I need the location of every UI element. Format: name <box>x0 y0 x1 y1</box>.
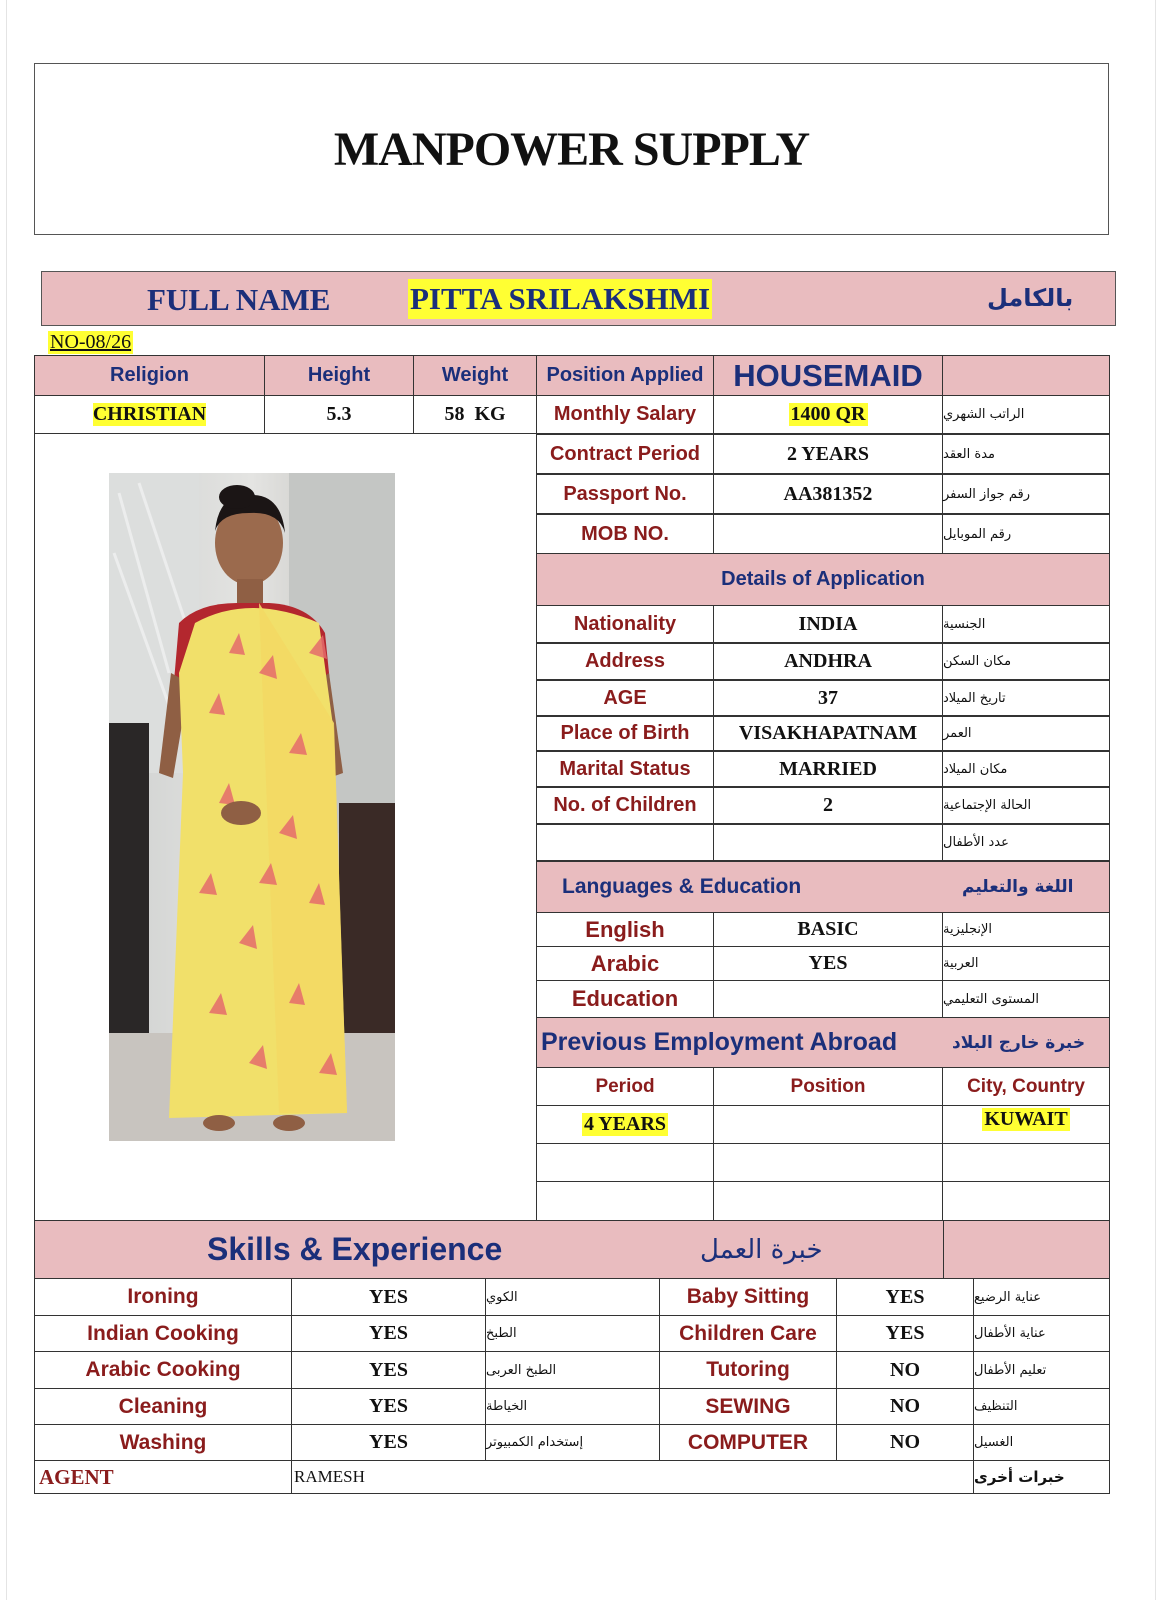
employment-city-header: City, Country <box>942 1067 1110 1106</box>
language-arabic-0 <box>942 912 1110 947</box>
height-header: Height <box>264 355 414 396</box>
contract-arabic-3 <box>942 514 1110 554</box>
contract-arabic-2-text: رقم جواز السفر <box>943 486 1030 502</box>
skill-left-value-2: YES <box>291 1351 486 1389</box>
skill-left-arabic-0-text: الكوي <box>486 1289 518 1305</box>
detail-arabic-2 <box>942 680 1110 716</box>
language-arabic-1-text: العربية <box>943 956 979 971</box>
employment-period-2 <box>536 1181 714 1221</box>
language-value-1: YES <box>713 946 943 981</box>
agent-arabic-cell <box>973 1460 1110 1494</box>
applicant-photo <box>109 473 395 1141</box>
skill-left-arabic-0 <box>485 1278 660 1316</box>
language-value-2 <box>713 980 943 1018</box>
language-label-2: Education <box>536 980 714 1018</box>
position-applied-header: Position Applied <box>536 355 714 396</box>
religion-header: Religion <box>34 355 265 396</box>
employment-header-label: Previous Employment Abroad <box>541 1028 898 1056</box>
detail-label-5: No. of Children <box>536 787 714 824</box>
skill-left-label-4: Washing <box>34 1424 292 1461</box>
detail-arabic-0 <box>942 605 1110 643</box>
employment-position-1 <box>713 1143 943 1182</box>
detail-label-0: Nationality <box>536 605 714 643</box>
skill-right-arabic-2-text: تعليم الأطفال <box>974 1362 1047 1378</box>
document-page <box>6 0 1156 1600</box>
skill-right-value-1: YES <box>836 1315 974 1352</box>
skill-left-arabic-1 <box>485 1315 660 1352</box>
skill-left-value-1: YES <box>291 1315 486 1352</box>
skills-header-divider <box>943 1221 944 1278</box>
detail-label-4: Marital Status <box>536 751 714 787</box>
skill-left-label-2: Arabic Cooking <box>34 1351 292 1389</box>
skill-right-label-3: SEWING <box>659 1388 837 1425</box>
contract-arabic-2 <box>942 474 1110 514</box>
contract-value-0 <box>713 395 943 434</box>
full-name-arabic: بالكامل <box>987 284 1074 312</box>
contract-value-2: AA381352 <box>713 474 943 514</box>
employment-position-0 <box>713 1105 943 1144</box>
skill-left-arabic-3-text: الخياطة <box>486 1399 528 1414</box>
skill-right-arabic-3 <box>973 1388 1110 1425</box>
title-box <box>34 63 1109 235</box>
language-label-1: Arabic <box>536 946 714 981</box>
agent-value-cell <box>291 1460 974 1494</box>
contract-value-0-text: 1400 QR <box>790 403 866 425</box>
contract-label-0: Monthly Salary <box>536 395 714 434</box>
detail-label-1: Address <box>536 643 714 680</box>
skill-right-arabic-4 <box>973 1424 1110 1461</box>
languages-header-label: Languages & Education <box>562 875 802 898</box>
skill-left-value-3: YES <box>291 1388 486 1425</box>
weight-header: Weight <box>413 355 537 396</box>
detail-value-1: ANDHRA <box>713 643 943 680</box>
detail-label-3: Place of Birth <box>536 716 714 751</box>
skill-left-arabic-1-text: الطبخ <box>486 1326 517 1341</box>
employment-city-1 <box>942 1143 1110 1182</box>
skill-left-label-0: Ironing <box>34 1278 292 1316</box>
detail-label-2: AGE <box>536 680 714 716</box>
skill-right-arabic-0 <box>973 1278 1110 1316</box>
position-applied-arabic-cell <box>942 355 1110 396</box>
detail-arabic-5-text: الحالة الإجتماعية <box>943 798 1032 813</box>
languages-header <box>536 861 1110 913</box>
contract-arabic-0 <box>942 395 1110 434</box>
detail-arabic-3-text: العمر <box>943 726 972 741</box>
language-arabic-0-text: الإنجليزية <box>943 922 993 937</box>
skill-right-arabic-0-text: عناية الرضيع <box>974 1289 1041 1305</box>
language-arabic-2 <box>942 980 1110 1018</box>
skill-left-arabic-3 <box>485 1388 660 1425</box>
agent-arabic: خبرات أخرى <box>974 1468 1065 1486</box>
skill-right-label-0: Baby Sitting <box>659 1278 837 1316</box>
skill-right-arabic-1 <box>973 1315 1110 1352</box>
detail-value-0: INDIA <box>713 605 943 643</box>
contract-value-1: 2 YEARS <box>713 434 943 474</box>
employment-position-2 <box>713 1181 943 1221</box>
skills-header <box>34 1220 1110 1279</box>
employment-city-0-text: KUWAIT <box>984 1108 1068 1130</box>
skill-left-arabic-2 <box>485 1351 660 1389</box>
employment-period-0 <box>536 1105 714 1144</box>
skill-right-arabic-4-text: الغسيل <box>974 1435 1014 1450</box>
contract-label-3: MOB NO. <box>536 514 714 554</box>
detail-arabic-1-text: مكان السكن <box>943 654 1012 669</box>
detail-arabic-2-text: تاريخ الميلاد <box>943 690 1006 706</box>
skill-left-arabic-2-text: الطبخ العربى <box>486 1362 557 1378</box>
detail-label-6 <box>536 824 714 861</box>
detail-value-5: 2 <box>713 787 943 824</box>
skill-left-arabic-4-text: إستخدام الكمبيوتر <box>486 1435 584 1450</box>
details-header: Details of Application <box>536 553 1110 606</box>
skill-left-value-4: YES <box>291 1424 486 1461</box>
skill-right-value-2: NO <box>836 1351 974 1389</box>
weight-value: 58 KG <box>413 395 537 434</box>
employment-period-0-text: 4 YEARS <box>583 1113 667 1135</box>
employment-city-0 <box>942 1105 1110 1144</box>
skills-header-arabic: خبرة العمل <box>700 1234 823 1265</box>
skill-left-label-3: Cleaning <box>34 1388 292 1425</box>
contract-arabic-1-text: مدة العقد <box>943 446 995 462</box>
skill-right-value-4: NO <box>836 1424 974 1461</box>
employment-header-arabic: خبرة خارج البلاد <box>952 1032 1086 1053</box>
employment-header <box>536 1017 1110 1068</box>
skill-left-arabic-4 <box>485 1424 660 1461</box>
agent-label: AGENT <box>39 1464 114 1489</box>
contract-label-2: Passport No. <box>536 474 714 514</box>
language-arabic-2-text: المستوى التعليمي <box>943 991 1039 1007</box>
skill-left-label-1: Indian Cooking <box>34 1315 292 1352</box>
detail-arabic-4-text: مكان الميلاد <box>943 761 1008 777</box>
contract-arabic-3-text: رقم الموبايل <box>943 526 1012 542</box>
skills-header-label: Skills & Experience <box>207 1231 503 1267</box>
employment-period-header: Period <box>536 1067 714 1106</box>
skill-right-arabic-1-text: عناية الأطفال <box>974 1326 1046 1341</box>
contract-arabic-0-text: الراتب الشهري <box>943 407 1025 422</box>
skill-right-label-2: Tutoring <box>659 1351 837 1389</box>
skill-right-arabic-2 <box>973 1351 1110 1389</box>
agent-value: RAMESH <box>294 1467 365 1486</box>
skill-right-arabic-3-text: التنظيف <box>974 1399 1018 1414</box>
detail-arabic-6-text: عدد الأطفال <box>943 835 1009 850</box>
detail-arabic-6 <box>942 824 1110 861</box>
contract-value-3 <box>713 514 943 554</box>
contract-label-1: Contract Period <box>536 434 714 474</box>
detail-value-3: VISAKHAPATNAM <box>713 716 943 751</box>
language-label-0: English <box>536 912 714 947</box>
skill-right-value-0: YES <box>836 1278 974 1316</box>
detail-arabic-4 <box>942 751 1110 787</box>
religion-value-cell <box>34 395 265 434</box>
full-name-bar <box>41 271 1116 326</box>
employment-period-1 <box>536 1143 714 1182</box>
skill-right-label-1: Children Care <box>659 1315 837 1352</box>
language-value-0: BASIC <box>713 912 943 947</box>
detail-arabic-5 <box>942 787 1110 824</box>
height-value: 5.3 <box>264 395 414 434</box>
page-title: MANPOWER SUPPLY <box>333 122 810 176</box>
skill-right-value-3: NO <box>836 1388 974 1425</box>
languages-header-arabic: اللغة والتعليم <box>962 877 1074 897</box>
detail-value-4: MARRIED <box>713 751 943 787</box>
full-name-label: FULL NAME <box>147 282 331 317</box>
full-name-value: PITTA SRILAKSHMI <box>408 279 712 319</box>
reference-number: NO-08/26 <box>50 331 132 353</box>
agent-label-cell <box>34 1460 292 1494</box>
employment-city-2 <box>942 1181 1110 1221</box>
detail-value-6 <box>713 824 943 861</box>
religion-value: CHRISTIAN <box>92 403 207 425</box>
detail-arabic-0-text: الجنسية <box>943 616 986 632</box>
contract-arabic-1 <box>942 434 1110 474</box>
employment-position-header: Position <box>713 1067 943 1106</box>
language-arabic-1 <box>942 946 1110 981</box>
detail-arabic-3 <box>942 716 1110 751</box>
detail-arabic-1 <box>942 643 1110 680</box>
detail-value-2: 37 <box>713 680 943 716</box>
position-applied-value: HOUSEMAID <box>713 355 943 396</box>
skill-left-value-0: YES <box>291 1278 486 1316</box>
skill-right-label-4: COMPUTER <box>659 1424 837 1461</box>
applicant-photo-illustration <box>109 473 395 1141</box>
